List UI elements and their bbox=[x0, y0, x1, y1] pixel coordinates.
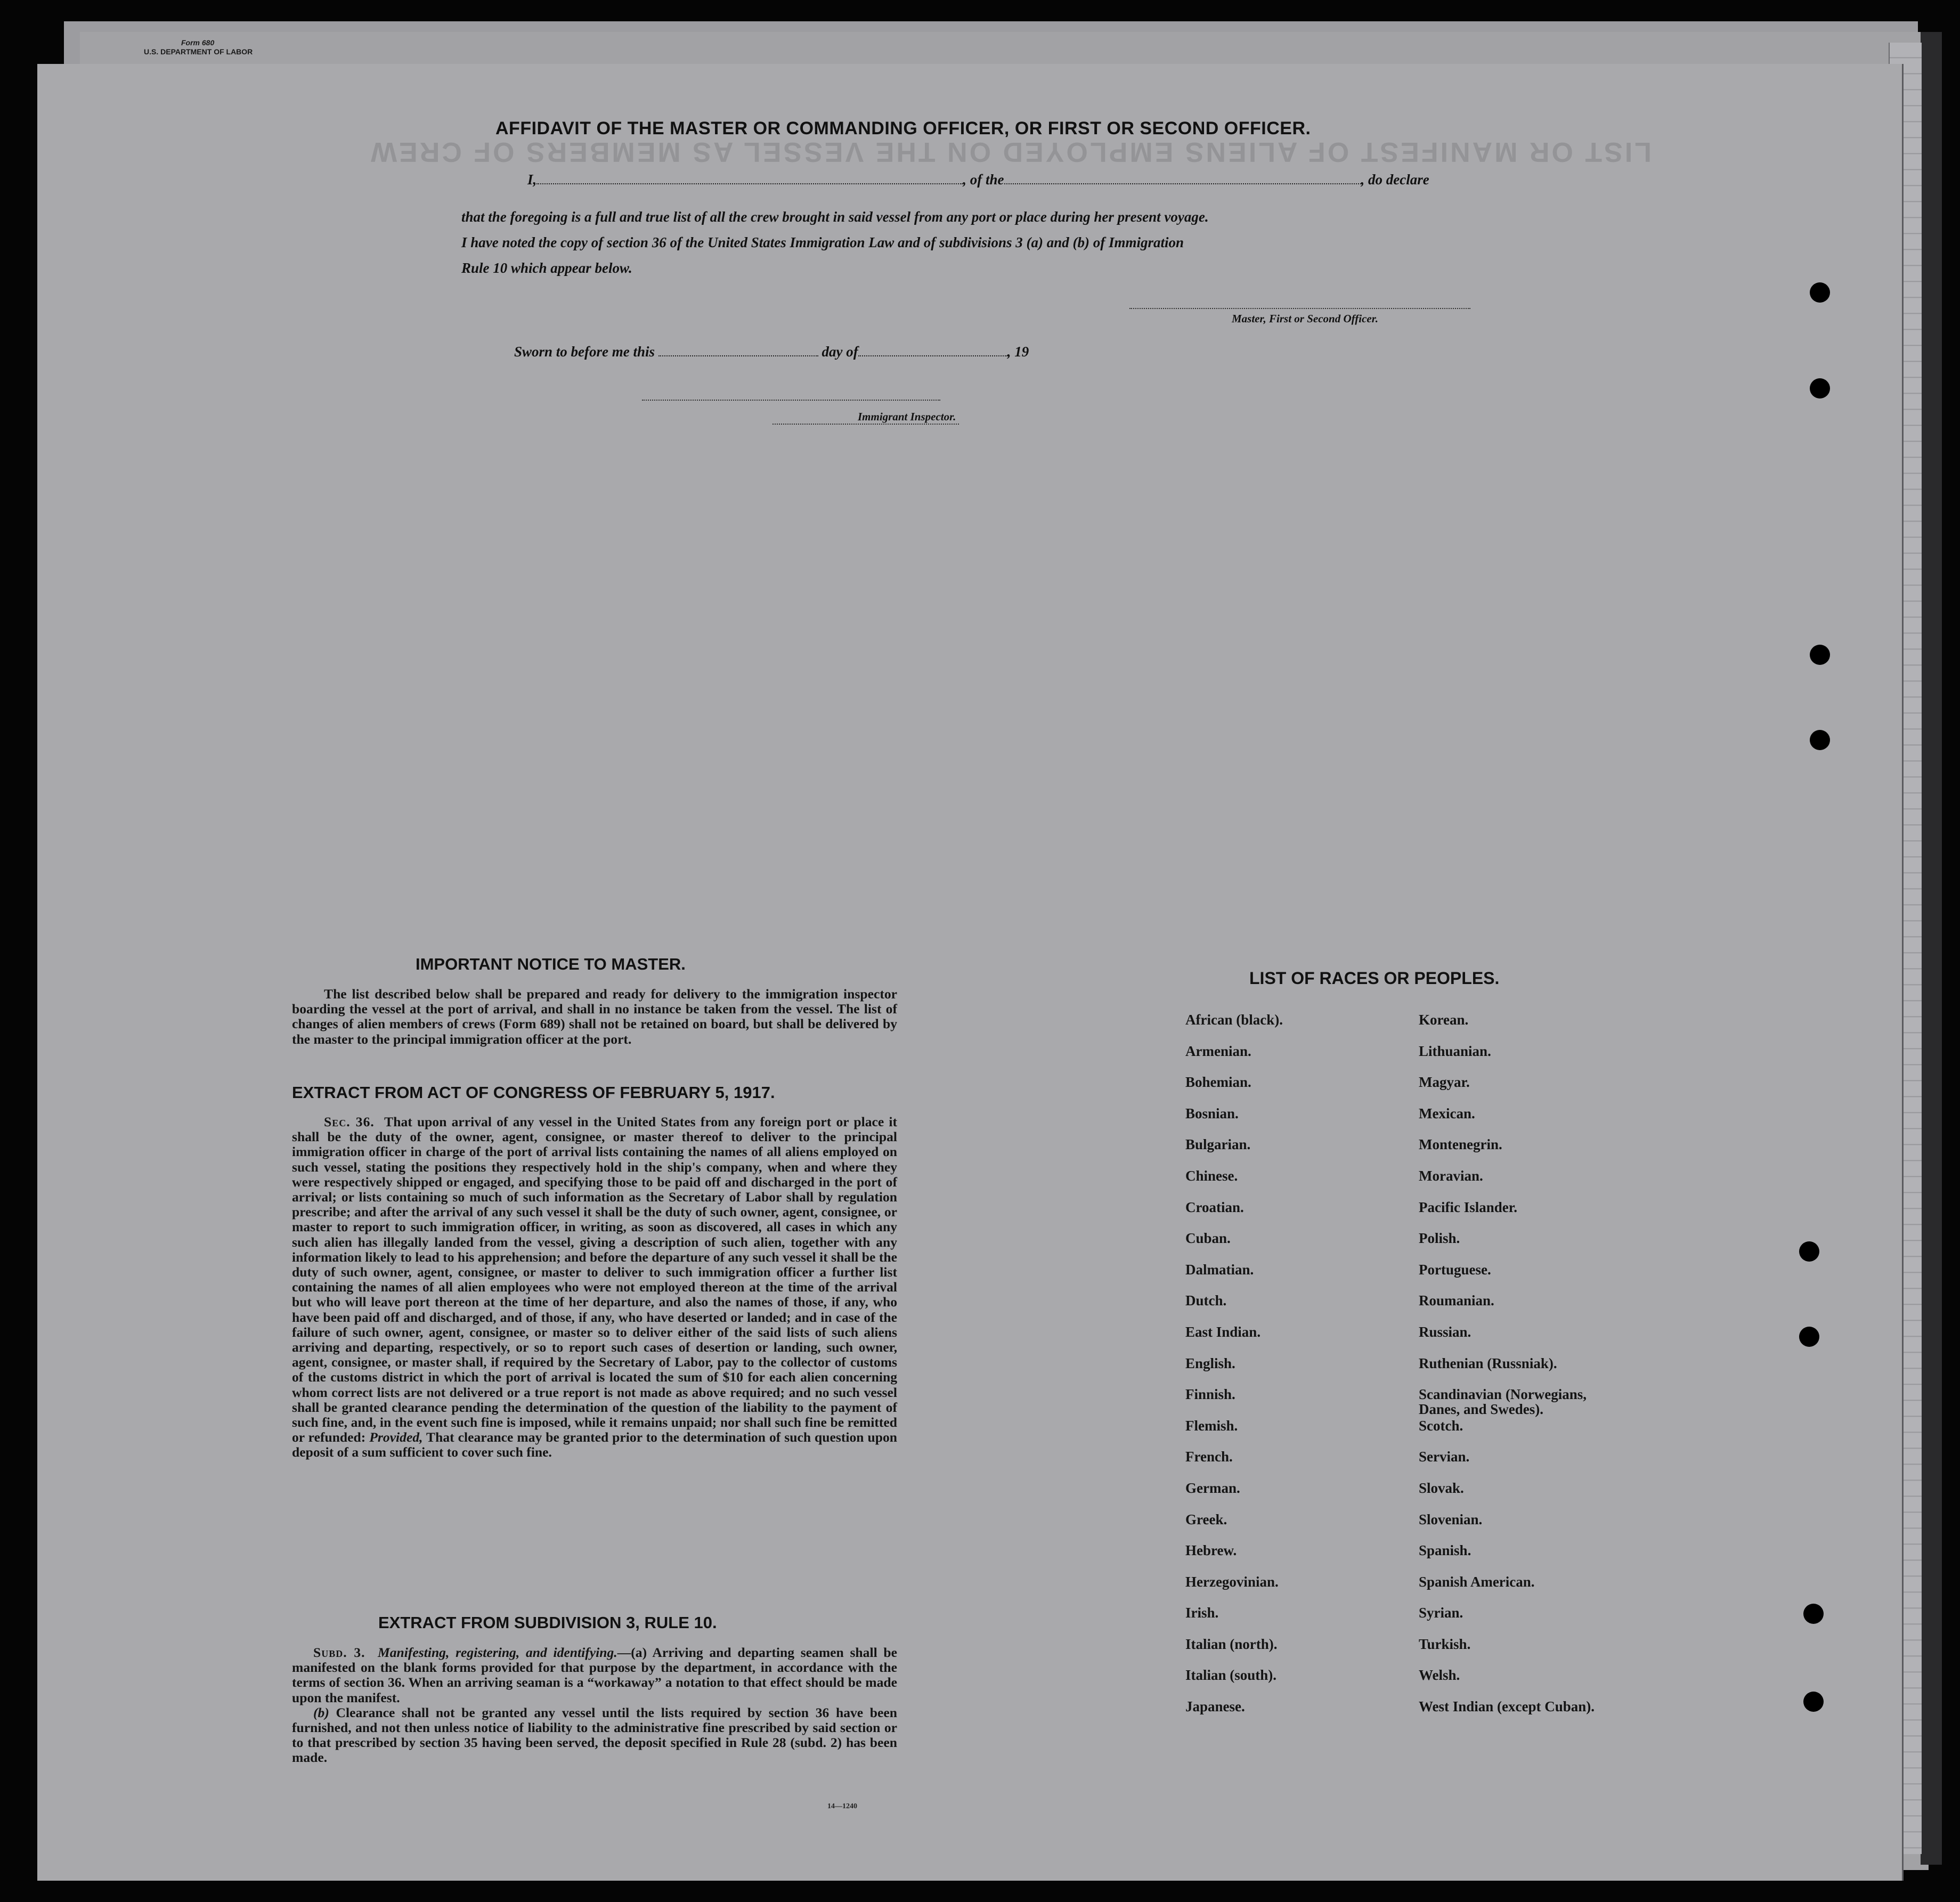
form-identifier bbox=[144, 38, 253, 56]
sworn-year: , 19 bbox=[1007, 344, 1029, 360]
punch-hole bbox=[1810, 378, 1830, 399]
subdivision-3-text bbox=[292, 1645, 897, 1800]
race-item: Welsh. bbox=[1419, 1667, 1460, 1684]
sworn-day-of: day of bbox=[822, 344, 858, 360]
affidavit-declare: , do declare bbox=[1361, 172, 1429, 188]
print-code: 14—1240 bbox=[827, 1802, 857, 1810]
race-item: German. bbox=[1185, 1480, 1240, 1496]
punch-hole bbox=[1810, 645, 1830, 665]
section-36-body: That upon arrival of any vessel in the United States from any foreign port or place it shall be the duty of the owner, agent, consignee, or master thereof to deliver to the principal immigration officer in charge of the port of arrival lists containing the names of all aliens employed on such vessel, stating the positions they respectively hold in the ship's company, when and where they were respectively shipped or engaged, and specifying those to be paid off and discharged in the port of arrival; or lists containing so much of such information as the Secretary of Labor shall by regulation prescribe; and after the arrival of any such vessel it shall be the duty of such owner, agent, consignee, or master to report to such immigration officer, in writing, as soon as discovered, all cases in which any such alien has illegally landed from the vessel, giving a description of such alien, together with any information likely to lead to his apprehension; and before the departure of any such vessel it shall be the duty of such owner, agent, consignee, or master to deliver to such immigration officer a further list containing the names of all alien employees who were not employed thereon at the time of the arrival but who will leave port thereon at the time of her departure, and also the names of those, if any, who have been paid off and discharged, and of those, if any, who have deserted or landed; and in case of the failure of such owner, agent, consignee, or master so to deliver either of the said lists of such aliens arriving and departing, respectively, or so to report such cases of desertion or landing, such owner, agent, consignee, or master shall, if required by the Secretary of Labor, pay to the collector of customs of the customs district in which the port of arrival is located the sum of $10 for each alien concerning whom correct lists are not delivered or a true report is not made as above required; and no such vessel shall be granted clearance pending the determination of the question of the liability to the payment of such fine, and, in the event such fine is imposed, while it remains unpaid; nor shall such fine be remitted or refunded: bbox=[292, 1114, 898, 1445]
race-item: Herzegovinian. bbox=[1185, 1573, 1279, 1590]
race-item: East Indian. bbox=[1185, 1323, 1261, 1340]
race-item: Japanese. bbox=[1185, 1698, 1245, 1715]
race-item: Italian (north). bbox=[1185, 1636, 1278, 1652]
race-item: Mexican. bbox=[1419, 1105, 1475, 1121]
race-item: Moravian. bbox=[1419, 1167, 1483, 1184]
section-label: Sec. 36. bbox=[324, 1114, 375, 1129]
race-item: Slovenian. bbox=[1419, 1511, 1483, 1527]
affidavit-line-3: I have noted the copy of section 36 of the United States Immigration Law and of subdivisions 3 (a) and (b) of Immigration bbox=[461, 234, 1184, 250]
race-item: Hebrew. bbox=[1185, 1542, 1237, 1559]
race-item: Scandinavian (Norwegians, Danes, and Swedes). bbox=[1419, 1386, 1587, 1418]
notice-paragraph: The list described below shall be prepared and ready for delivery to the immigration inspector boarding the vessel at the port of arrival, and shall in no instance be taken from the vessel. The list of changes of alien members of crews (Form 689) shall not be retained on board, but shall be delivered by the master to the principal immigration officer at the port. bbox=[292, 986, 897, 1047]
race-item: Spanish. bbox=[1419, 1542, 1471, 1559]
vessel-blank bbox=[1004, 174, 1361, 184]
para-a-text: Arriving and departing seamen shall be manifested on the blank forms provided for that purpose by the department, in accordance with the terms of section 36. When an arriving seaman is a “workaway” a notation to that effect should be made upon the manifest. bbox=[292, 1645, 897, 1705]
para-a-mark: —(a) bbox=[617, 1645, 647, 1660]
race-item: Magyar. bbox=[1419, 1074, 1470, 1091]
master-signature-line bbox=[1129, 308, 1470, 309]
race-item: Pacific Islander. bbox=[1419, 1199, 1517, 1215]
binding-edge bbox=[1921, 32, 1942, 1865]
race-item: Spanish American. bbox=[1419, 1573, 1535, 1590]
race-item: Dutch. bbox=[1185, 1293, 1227, 1309]
notice-title: IMPORTANT NOTICE TO MASTER. bbox=[416, 955, 686, 973]
race-item: Bulgarian. bbox=[1185, 1136, 1251, 1153]
inspector-signature-line-top bbox=[642, 400, 940, 401]
extract-rule-title: EXTRACT FROM SUBDIVISION 3, RULE 10. bbox=[378, 1613, 717, 1632]
notice-text bbox=[292, 987, 897, 1072]
affidavit-i: I, bbox=[527, 172, 537, 188]
punch-hole bbox=[1803, 1604, 1824, 1624]
race-item: Turkish. bbox=[1419, 1636, 1471, 1652]
race-item: Russian. bbox=[1419, 1323, 1471, 1340]
race-item: Scotch. bbox=[1419, 1417, 1463, 1434]
section-36-text bbox=[292, 1115, 897, 1605]
affidavit-line-2: that the foregoing is a full and true list of all the crew brought in said vessel from any port or place during her present voyage. bbox=[461, 209, 1209, 225]
inspector-signature-label: Immigrant Inspector. bbox=[858, 410, 956, 423]
master-signature-label: Master, First or Second Officer. bbox=[1232, 312, 1378, 325]
affidavit-title: AFFIDAVIT OF THE MASTER OR COMMANDING OFFICER, OR FIRST OR SECOND OFFICER. bbox=[495, 118, 1311, 139]
punch-hole bbox=[1810, 730, 1830, 750]
provided-word: Provided, bbox=[369, 1429, 423, 1445]
race-item: Cuban. bbox=[1185, 1230, 1231, 1247]
inspector-signature-line bbox=[772, 424, 959, 425]
race-item: Syrian. bbox=[1419, 1605, 1463, 1621]
race-item: Dalmatian. bbox=[1185, 1261, 1254, 1278]
race-item: African (black). bbox=[1185, 1012, 1283, 1028]
race-item: English. bbox=[1185, 1355, 1235, 1371]
sworn-prefix: Sworn to before me this bbox=[514, 344, 655, 360]
race-item: Ruthenian (Russniak). bbox=[1419, 1355, 1557, 1371]
form-number: Form 680 bbox=[181, 38, 215, 47]
extract-act-title: EXTRACT FROM ACT OF CONGRESS OF FEBRUARY 5, 1917. bbox=[292, 1083, 775, 1102]
race-item: Irish. bbox=[1185, 1605, 1219, 1621]
punch-hole bbox=[1810, 282, 1830, 303]
race-item: Servian. bbox=[1419, 1449, 1470, 1465]
sworn-line bbox=[514, 344, 1029, 360]
bleed-through-heading: LIST OR MANIFEST OF ALIENS EMPLOYED ON THE VESSEL AS MEMBERS OF CREW bbox=[369, 136, 1652, 167]
races-title: LIST OF RACES OR PEOPLES. bbox=[1249, 969, 1500, 988]
race-item: Slovak. bbox=[1419, 1480, 1464, 1496]
race-item: Greek. bbox=[1185, 1511, 1227, 1527]
race-item: West Indian (except Cuban). bbox=[1419, 1698, 1595, 1715]
race-item: Polish. bbox=[1419, 1230, 1460, 1247]
punch-hole bbox=[1799, 1327, 1819, 1347]
subd-label: Subd. 3. bbox=[313, 1645, 365, 1660]
race-item: Armenian. bbox=[1185, 1043, 1251, 1059]
sworn-month-blank bbox=[858, 346, 1007, 356]
races-right-column bbox=[1419, 1012, 1642, 1730]
race-item: Bohemian. bbox=[1185, 1074, 1251, 1091]
para-b-mark: (b) bbox=[313, 1704, 329, 1720]
affidavit-line-4: Rule 10 which appear below. bbox=[461, 260, 632, 276]
punch-hole bbox=[1803, 1692, 1824, 1712]
race-item: Italian (south). bbox=[1185, 1667, 1277, 1684]
subd-heading: Manifesting, registering, and identifying. bbox=[377, 1645, 617, 1660]
race-item: Chinese. bbox=[1185, 1167, 1238, 1184]
races-left-column bbox=[1185, 1012, 1420, 1730]
race-item: Bosnian. bbox=[1185, 1105, 1239, 1121]
race-item: Croatian. bbox=[1185, 1199, 1244, 1215]
department-name: U.S. DEPARTMENT OF LABOR bbox=[144, 47, 253, 56]
affidavit-line-1 bbox=[527, 172, 1429, 188]
name-blank bbox=[536, 174, 963, 184]
race-item: French. bbox=[1185, 1449, 1233, 1465]
section-36-end: That clearance may be granted prior to the determination of such question upon deposit of a sum sufficient to cover such fine. bbox=[292, 1429, 897, 1460]
race-item: Roumanian. bbox=[1419, 1293, 1494, 1309]
race-item: Korean. bbox=[1419, 1012, 1469, 1028]
race-item: Flemish. bbox=[1185, 1417, 1238, 1434]
punch-hole bbox=[1799, 1241, 1819, 1262]
race-item: Lithuanian. bbox=[1419, 1043, 1491, 1059]
para-b-text: Clearance shall not be granted any vessel until the lists required by section 36 have been furnished, and not then unless notice of liability to the administrative fine prescribed by said section or to that prescribed by section 35 having been served, the deposit specified in Rule 28 (subd. 2) has been made. bbox=[292, 1704, 897, 1766]
race-item: Montenegrin. bbox=[1419, 1136, 1502, 1153]
affidavit-of-the: , of the bbox=[963, 172, 1004, 188]
sworn-day-blank bbox=[658, 346, 818, 356]
race-item: Finnish. bbox=[1185, 1386, 1235, 1403]
race-item: Portuguese. bbox=[1419, 1261, 1491, 1278]
